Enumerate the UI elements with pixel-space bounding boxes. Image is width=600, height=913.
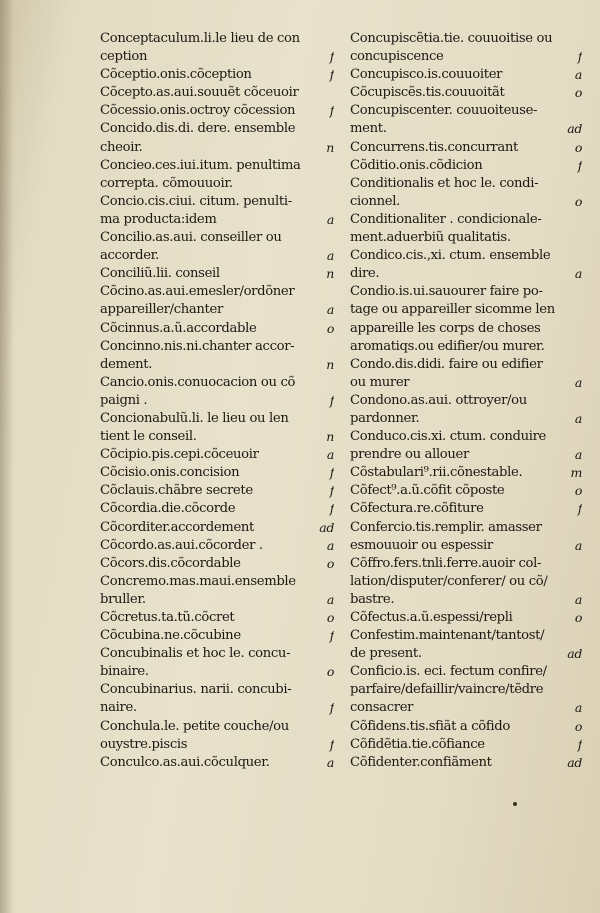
entry-text: Cõcordia.die.cõcorde xyxy=(100,501,236,517)
entry-text: Cõceptio.onis.cõception xyxy=(100,67,252,83)
entry-text: Conciliũ.lii. conseil xyxy=(100,266,220,282)
entry-text: Cancio.onis.conuocacion ou cõ xyxy=(100,374,296,390)
entry-text: tient le conseil. xyxy=(100,429,197,445)
entry-text: Cõffro.fers.tnli.ferre.auoir col- xyxy=(350,555,542,571)
entry-text: cheoir. xyxy=(100,139,143,155)
entry-text: Conditionalis et hoc le. condi- xyxy=(350,175,539,191)
entry-text: ment.aduerbiũ qualitatis. xyxy=(350,230,511,246)
entry-line xyxy=(350,84,582,102)
entry-text: Cõcordo.as.aui.cõcorder . xyxy=(100,537,263,553)
part-of-speech-mark: n xyxy=(326,429,334,445)
part-of-speech-mark: a xyxy=(326,447,334,463)
entry-text: prendre ou allouer xyxy=(350,447,469,463)
entry-text: ma producta:idem xyxy=(100,211,217,227)
entry-line xyxy=(100,446,334,464)
entry-text: Cõcisio.onis.concision xyxy=(100,465,240,481)
entry-line xyxy=(350,120,582,138)
entry-line xyxy=(100,736,334,754)
entry-text: lation/disputer/conferer/ ou cõ/ xyxy=(350,573,548,589)
entry-line xyxy=(350,193,582,211)
entry-line xyxy=(350,175,582,193)
entry-text: Concubinarius. narii. concubi- xyxy=(100,682,292,698)
entry-text: aromatiqs.ou edifier/ou murer. xyxy=(350,338,545,354)
ink-speck xyxy=(513,802,517,806)
entry-line xyxy=(350,519,582,537)
entry-text: Cõfectus.a.ũ.espessi/repli xyxy=(350,610,513,625)
entry-text: accorder. xyxy=(100,248,160,264)
entry-line xyxy=(350,736,582,754)
entry-text: Cõcino.as.aui.emesler/ordõner xyxy=(100,284,295,300)
part-of-speech-mark: o xyxy=(574,85,582,101)
entry-text: Concido.dis.di. dere. ensemble xyxy=(100,121,296,137)
entry-line xyxy=(100,410,334,428)
entry-text: ou murer xyxy=(350,374,410,390)
part-of-speech-mark: a xyxy=(574,700,582,716)
entry-text: Concilio.as.aui. conseiller ou xyxy=(100,230,282,246)
entry-line xyxy=(100,193,334,211)
part-of-speech-mark: n xyxy=(326,139,334,155)
entry-text: Cõditio.onis.cõdicion xyxy=(350,157,483,173)
entry-line xyxy=(350,265,582,283)
entry-line xyxy=(100,102,334,120)
part-of-speech-mark: o xyxy=(326,610,334,625)
entry-text: Conditionaliter . condicionale- xyxy=(350,211,542,227)
entry-text: Concurrens.tis.concurrant xyxy=(350,139,518,155)
entry-text: Cõfidens.tis.sfiãt a cõfido xyxy=(350,718,510,734)
entry-text: Condo.dis.didi. faire ou edifier xyxy=(350,356,543,372)
entry-line xyxy=(100,555,334,573)
entry-text: cionnel. xyxy=(350,193,400,209)
entry-text: Concio.cis.ciui. citum. penulti- xyxy=(100,193,292,209)
entry-line xyxy=(350,139,582,157)
entry-line xyxy=(100,681,334,699)
entry-line xyxy=(100,66,334,84)
entry-line xyxy=(100,645,334,663)
part-of-speech-mark: f xyxy=(577,157,582,173)
entry-text: pardonner. xyxy=(350,410,420,426)
entry-text: Cõcupiscẽs.tis.couuoitãt xyxy=(350,85,505,101)
entry-text: correpta. cõmouuoir. xyxy=(100,175,233,191)
part-of-speech-mark: n xyxy=(326,356,334,372)
part-of-speech-mark: ad xyxy=(567,754,582,770)
part-of-speech-mark: m xyxy=(570,465,582,481)
part-of-speech-mark: a xyxy=(574,591,582,607)
entry-text: ception xyxy=(100,49,148,65)
entry-line xyxy=(350,681,582,699)
part-of-speech-mark: f xyxy=(577,501,582,517)
part-of-speech-mark: f xyxy=(329,392,334,408)
entry-line xyxy=(100,609,334,627)
entry-text: Concinno.nis.ni.chanter accor- xyxy=(100,338,295,354)
entry-text: appareille les corps de choses xyxy=(350,320,541,336)
part-of-speech-mark: o xyxy=(326,664,334,680)
part-of-speech-mark: f xyxy=(577,736,582,752)
entry-text: Cõcors.dis.cõcordable xyxy=(100,555,241,571)
entry-text: Concupiscẽtia.tie. couuoitise ou xyxy=(350,31,553,46)
entry-line xyxy=(100,591,334,609)
entry-text: Conchula.le. petite couche/ou xyxy=(100,718,289,734)
entry-line xyxy=(350,754,582,772)
part-of-speech-mark: o xyxy=(326,555,334,571)
entry-text: parfaire/defaillir/vaincre/tẽdre xyxy=(350,682,544,698)
entry-line xyxy=(100,754,334,772)
entry-text: Cõfect⁹.a.ũ.cõfit cõposte xyxy=(350,483,505,499)
entry-line xyxy=(350,555,582,573)
part-of-speech-mark: f xyxy=(329,103,334,119)
entry-line xyxy=(100,699,334,717)
entry-line xyxy=(350,428,582,446)
entry-line xyxy=(100,627,334,645)
entry-line xyxy=(100,482,334,500)
entry-line xyxy=(350,301,582,319)
entry-text: Condono.as.aui. ottroyer/ou xyxy=(350,392,527,408)
entry-text: naire. xyxy=(100,700,137,716)
entry-line xyxy=(100,139,334,157)
entry-text: Confercio.tis.remplir. amasser xyxy=(350,519,542,535)
entry-text: dement. xyxy=(100,356,153,372)
entry-text: Concionabulũ.li. le lieu ou len xyxy=(100,410,289,426)
entry-text: de present. xyxy=(350,646,422,662)
entry-line xyxy=(100,283,334,301)
part-of-speech-mark: a xyxy=(326,211,334,227)
part-of-speech-mark: a xyxy=(326,302,334,318)
part-of-speech-mark: a xyxy=(326,537,334,553)
entry-text: ouystre.piscis xyxy=(100,736,188,752)
part-of-speech-mark: f xyxy=(329,49,334,65)
entry-text: Cõcinnus.a.ũ.accordable xyxy=(100,320,257,336)
entry-text: Cõfectura.re.cõfiture xyxy=(350,501,484,517)
entry-text: Cõfidenter.confiãment xyxy=(350,754,492,770)
entry-text: Condico.cis.,xi. ctum. ensemble xyxy=(350,248,551,264)
part-of-speech-mark: f xyxy=(329,465,334,481)
entry-line xyxy=(350,500,582,518)
part-of-speech-mark: a xyxy=(574,374,582,390)
entry-text: Concupiscenter. couuoiteuse- xyxy=(350,103,538,119)
entry-line xyxy=(350,718,582,736)
entry-text: Conculco.as.aui.cõculquer. xyxy=(100,754,270,770)
entry-text: paigni . xyxy=(100,392,148,408)
left-column xyxy=(100,30,334,772)
entry-text: appareiller/chanter xyxy=(100,302,223,318)
part-of-speech-mark: o xyxy=(574,610,582,625)
entry-text: binaire. xyxy=(100,664,149,680)
entry-line xyxy=(350,247,582,265)
entry-text: Cõclauis.chãbre secrete xyxy=(100,483,253,499)
entry-text: Cõcepto.as.aui.souuẽt cõceuoir xyxy=(100,85,299,101)
entry-text: Cõcretus.ta.tũ.cõcret xyxy=(100,610,235,625)
entry-line xyxy=(100,537,334,555)
entry-line xyxy=(100,30,334,48)
part-of-speech-mark: o xyxy=(574,139,582,155)
entry-line xyxy=(100,301,334,319)
entry-line xyxy=(100,157,334,175)
entry-line xyxy=(350,464,582,482)
entry-line xyxy=(100,320,334,338)
entry-text: Cõcubina.ne.cõcubine xyxy=(100,628,241,644)
part-of-speech-mark: ad xyxy=(567,646,582,662)
entry-line xyxy=(100,519,334,537)
entry-line xyxy=(350,102,582,120)
entry-line xyxy=(100,265,334,283)
right-column xyxy=(350,30,582,772)
entry-text: Cõcessio.onis.octroy cõcession xyxy=(100,103,296,119)
part-of-speech-mark: o xyxy=(326,320,334,336)
entry-text: Cõcorditer.accordement xyxy=(100,519,254,535)
part-of-speech-mark: a xyxy=(574,537,582,553)
entry-text: consacrer xyxy=(350,700,414,716)
entry-line xyxy=(350,374,582,392)
entry-text: tage ou appareiller sicomme len xyxy=(350,302,555,318)
entry-line xyxy=(350,609,582,627)
entry-line xyxy=(100,338,334,356)
part-of-speech-mark: a xyxy=(574,67,582,83)
entry-line xyxy=(100,84,334,102)
part-of-speech-mark: f xyxy=(329,67,334,83)
entry-line xyxy=(100,120,334,138)
entry-line xyxy=(350,48,582,66)
entry-line xyxy=(100,500,334,518)
binding-shadow xyxy=(0,0,14,913)
entry-text: bastre. xyxy=(350,591,395,607)
part-of-speech-mark: a xyxy=(574,266,582,282)
entry-text: Cõfidẽtia.tie.cõfiance xyxy=(350,736,485,752)
entry-line xyxy=(100,211,334,229)
entry-line xyxy=(350,537,582,555)
part-of-speech-mark: ad xyxy=(567,121,582,137)
part-of-speech-mark: a xyxy=(326,754,334,770)
part-of-speech-mark: n xyxy=(326,266,334,282)
entry-text: Concubinalis et hoc le. concu- xyxy=(100,646,291,662)
entry-line xyxy=(350,699,582,717)
entry-text: esmouuoir ou espessir xyxy=(350,537,493,553)
part-of-speech-mark: f xyxy=(329,483,334,499)
part-of-speech-mark: a xyxy=(574,410,582,426)
entry-text: Confestim.maintenant/tantost/ xyxy=(350,628,545,644)
entry-line xyxy=(350,627,582,645)
entry-line xyxy=(100,229,334,247)
entry-line xyxy=(350,229,582,247)
entry-line xyxy=(350,645,582,663)
entry-line xyxy=(350,211,582,229)
entry-line xyxy=(100,392,334,410)
entry-line xyxy=(350,356,582,374)
entry-line xyxy=(100,247,334,265)
entry-line xyxy=(350,591,582,609)
entry-line xyxy=(100,464,334,482)
entry-line xyxy=(100,374,334,392)
part-of-speech-mark: f xyxy=(329,700,334,716)
entry-line xyxy=(350,446,582,464)
entry-text: Cõstabulari⁹.rii.cõnestable. xyxy=(350,465,523,481)
part-of-speech-mark: f xyxy=(329,501,334,517)
entry-text: ment. xyxy=(350,121,387,137)
entry-line xyxy=(350,157,582,175)
entry-text: bruller. xyxy=(100,591,146,607)
entry-line xyxy=(350,66,582,84)
entry-text: Conceptaculum.li.le lieu de con xyxy=(100,31,300,46)
entry-line xyxy=(350,338,582,356)
entry-line xyxy=(350,410,582,428)
part-of-speech-mark: ad xyxy=(319,519,334,535)
entry-text: Concremo.mas.maui.ensemble xyxy=(100,573,296,589)
entry-line xyxy=(350,30,582,48)
part-of-speech-mark: o xyxy=(574,483,582,499)
entry-line xyxy=(350,663,582,681)
part-of-speech-mark: a xyxy=(326,248,334,264)
entry-text: Concupisco.is.couuoiter xyxy=(350,67,503,83)
part-of-speech-mark: f xyxy=(577,49,582,65)
entry-text: Concieo.ces.iui.itum. penultima xyxy=(100,157,301,173)
entry-text: Conficio.is. eci. fectum confire/ xyxy=(350,664,547,680)
part-of-speech-mark: a xyxy=(574,447,582,463)
entry-line xyxy=(350,283,582,301)
part-of-speech-mark: f xyxy=(329,628,334,644)
entry-line xyxy=(100,718,334,736)
entry-line xyxy=(350,320,582,338)
entry-line xyxy=(100,356,334,374)
entry-line xyxy=(100,573,334,591)
entry-line xyxy=(100,428,334,446)
entry-text: concupiscence xyxy=(350,49,444,65)
entry-text: Condio.is.ui.sauourer faire po- xyxy=(350,284,543,300)
part-of-speech-mark: f xyxy=(329,736,334,752)
entry-line xyxy=(350,392,582,410)
entry-line xyxy=(100,175,334,193)
entry-text: Cõcipio.pis.cepi.cõceuoir xyxy=(100,447,259,463)
entry-line xyxy=(100,663,334,681)
entry-line xyxy=(350,482,582,500)
part-of-speech-mark: a xyxy=(326,591,334,607)
entry-text: Conduco.cis.xi. ctum. conduire xyxy=(350,429,546,445)
entry-line xyxy=(100,48,334,66)
part-of-speech-mark: o xyxy=(574,718,582,734)
part-of-speech-mark: o xyxy=(574,193,582,209)
entry-text: dire. xyxy=(350,266,380,282)
entry-line xyxy=(350,573,582,591)
